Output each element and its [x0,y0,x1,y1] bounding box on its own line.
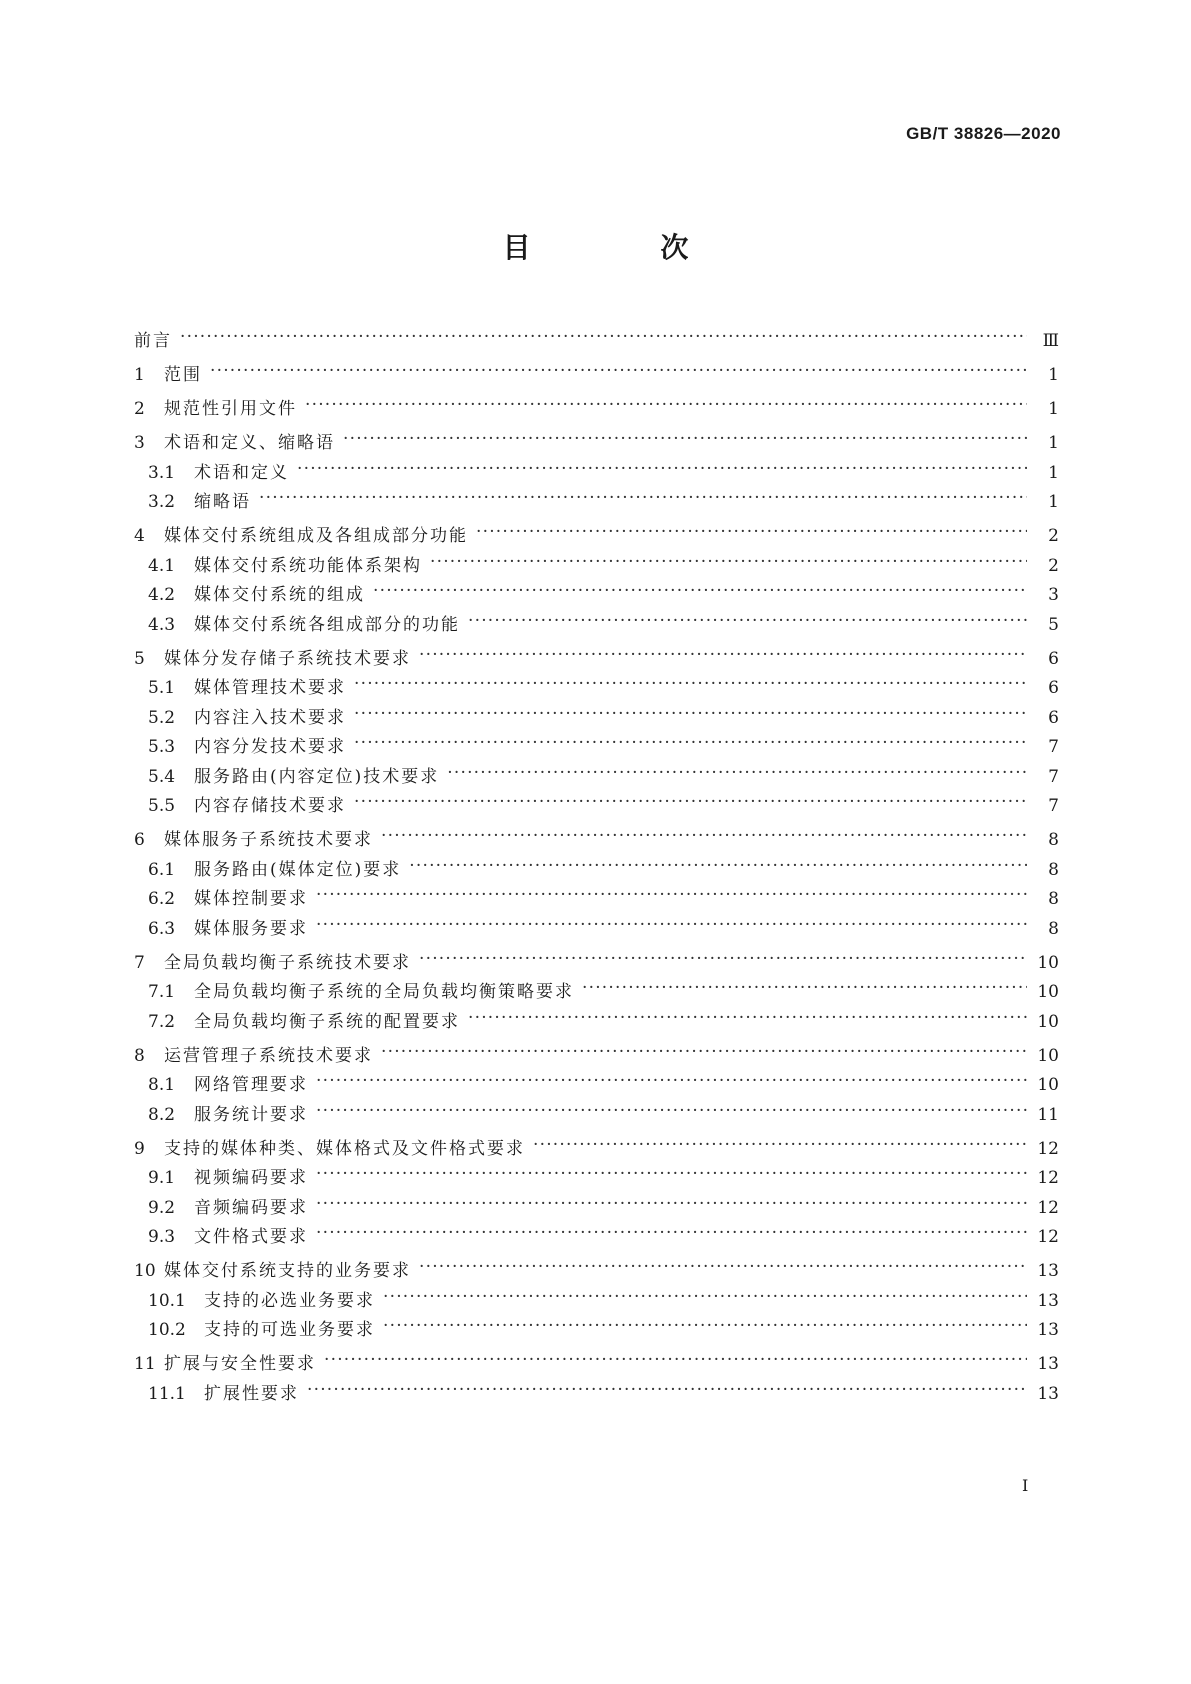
toc-entry-page: 8 [1048,830,1059,850]
toc-dot-leader [307,1382,1027,1399]
toc-entry[interactable] [134,428,1059,453]
toc-entry-number: 7 [134,952,145,973]
toc-entry-number: 6.2 [148,889,176,909]
toc-entry-number: 5.2 [148,707,176,728]
toc-entry-number: 4.2 [148,585,176,605]
toc-entry-number: 4 [134,526,145,546]
toc-entry-number: 8.2 [148,1104,176,1125]
toc-dot-leader [381,1044,1027,1061]
toc-entry-page: 10 [1037,1075,1059,1095]
toc-entry-number: 11.1 [148,1383,186,1404]
toc-dot-leader [354,676,1027,693]
toc-entry[interactable] [134,487,1059,512]
toc-entry[interactable] [134,948,1059,973]
toc-entry-page: 10 [1037,1045,1059,1066]
toc-entry-page: 6 [1048,707,1059,728]
toc-entry-page: 12 [1037,1168,1059,1188]
toc-entry-number: 6 [134,830,145,850]
toc-entry-number: 7.1 [148,982,176,1002]
toc-entry-number: 3.2 [148,492,176,512]
toc-dot-leader [343,431,1027,448]
toc-entry-number: 7.2 [148,1011,176,1032]
toc-entry-page: 7 [1048,766,1059,787]
toc-dot-leader [533,1137,1027,1154]
toc-entry-title: 全局负载均衡子系统的全局负载均衡策略要求 [194,982,574,1002]
toc-entry-title: 媒体交付系统组成及各组成部分功能 [164,526,468,546]
toc-dot-leader [381,828,1027,845]
toc-entry-number: 4.3 [148,614,176,635]
toc-entry-page: 1 [1048,433,1059,453]
toc-dot-leader [582,980,1027,997]
toc-entry[interactable] [134,1007,1059,1032]
toc-entry[interactable] [134,791,1059,816]
toc-entry[interactable] [134,1134,1059,1159]
toc-dot-leader [383,1318,1027,1335]
toc-entry-page: 10 [1037,952,1059,973]
toc-entry-number: 2 [134,399,145,419]
toc-dot-leader [354,706,1027,723]
toc-entry-number: 3 [134,433,145,453]
toc-dot-leader [409,858,1027,875]
toc-entry[interactable] [134,1163,1059,1188]
toc-entry-title: 全局负载均衡子系统的配置要求 [194,1011,460,1032]
toc-entry-title: 媒体交付系统支持的业务要求 [164,1261,411,1281]
toc-entry-number: 5.1 [148,678,176,698]
toc-entry[interactable] [134,1100,1059,1125]
toc-entry-page: 13 [1037,1320,1059,1340]
toc-entry[interactable] [134,1070,1059,1095]
toc-entry[interactable] [134,1041,1059,1066]
toc-entry-page: 10 [1037,982,1059,1002]
toc-entry-title: 扩展与安全性要求 [164,1354,316,1374]
toc-entry-page: 1 [1048,365,1059,385]
toc-entry-page: Ⅲ [1042,331,1059,351]
toc-entry[interactable] [134,326,1059,351]
toc-entry[interactable] [134,551,1059,576]
toc-entry-page: 13 [1037,1383,1059,1404]
toc-entry-title: 媒体交付系统各组成部分的功能 [194,614,460,635]
toc-dot-leader [476,524,1027,541]
toc-dot-leader [316,917,1027,934]
toc-entry-title: 支持的可选业务要求 [204,1320,375,1340]
toc-dot-leader [419,1259,1027,1276]
toc-entry-page: 8 [1048,889,1059,909]
toc-dot-leader [468,1010,1027,1027]
toc-entry-number: 10.1 [148,1290,186,1311]
toc-entry-title: 网络管理要求 [194,1075,308,1095]
toc-entry[interactable] [134,1379,1059,1404]
toc-entry-page: 1 [1048,462,1059,483]
toc-entry[interactable] [134,644,1059,669]
toc-entry[interactable] [134,673,1059,698]
toc-entry-page: 1 [1048,399,1059,419]
toc-entry-number: 1 [134,365,145,385]
toc-entry[interactable] [134,458,1059,483]
toc-entry-number: 8 [134,1045,145,1066]
toc-entry-title: 媒体管理技术要求 [194,678,346,698]
toc-dot-leader [447,765,1027,782]
toc-dot-leader [316,1166,1027,1183]
toc-dot-leader [354,735,1027,752]
toc-entry-page: 11 [1037,1104,1059,1125]
toc-dot-leader [180,329,1027,346]
toc-entry-page: 13 [1037,1354,1059,1374]
toc-entry-page: 13 [1037,1261,1059,1281]
toc-entry[interactable] [134,825,1059,850]
toc-entry-title: 服务路由(内容定位)技术要求 [194,766,440,787]
toc-entry[interactable] [134,360,1059,385]
toc-entry[interactable] [134,762,1059,787]
toc-entry-page: 6 [1048,678,1059,698]
toc-entry-title: 文件格式要求 [194,1227,308,1247]
toc-entry-title: 视频编码要求 [194,1168,308,1188]
toc-entry-number: 11 [134,1354,156,1374]
toc-entry[interactable] [134,703,1059,728]
toc-entry[interactable] [134,914,1059,939]
toc-dot-leader [373,583,1027,600]
toc-entry-title: 媒体交付系统功能体系架构 [194,555,422,576]
page-title: 目 次 [502,231,749,264]
toc-dot-leader [383,1289,1027,1306]
toc-entry-page: 6 [1048,648,1059,669]
toc-entry-number: 5.4 [148,766,176,787]
toc-entry[interactable] [134,394,1059,419]
standard-code: GB/T 38826—2020 [906,124,1061,143]
toc-entry-number: 5 [134,648,145,669]
toc-entry-page: 2 [1048,555,1059,576]
toc-dot-leader [419,647,1027,664]
toc-entry-title: 缩略语 [194,492,251,512]
toc-entry-title: 支持的媒体种类、媒体格式及文件格式要求 [164,1138,525,1159]
toc-entry-title: 内容存储技术要求 [194,796,346,816]
toc-dot-leader [468,613,1027,630]
toc-entry-title: 运营管理子系统技术要求 [164,1045,373,1066]
toc-entry-title: 服务统计要求 [194,1104,308,1125]
toc-entry-title: 媒体交付系统的组成 [194,585,365,605]
toc-entry-page: 1 [1048,492,1059,512]
toc-entry[interactable] [134,1222,1059,1247]
toc-entry-number: 5.3 [148,737,176,757]
toc-entry-number: 6.3 [148,918,176,939]
toc-dot-leader [430,554,1027,571]
toc-entry-number: 10.2 [148,1320,186,1340]
toc-dot-leader [259,490,1027,507]
toc-entry-title: 内容分发技术要求 [194,737,346,757]
toc-entry-title: 前言 [134,331,172,351]
toc-entry-number: 9.3 [148,1227,176,1247]
toc-entry-page: 13 [1037,1290,1059,1311]
toc-entry-title: 全局负载均衡子系统技术要求 [164,952,411,973]
toc-entry[interactable] [134,1349,1059,1374]
toc-entry-number: 5.5 [148,796,176,816]
toc-dot-leader [316,1225,1027,1242]
toc-entry-page: 5 [1048,614,1059,635]
toc-dot-leader [316,887,1027,904]
toc-dot-leader [316,1196,1027,1213]
toc-entry[interactable] [134,580,1059,605]
toc-entry[interactable] [134,521,1059,546]
toc-entry-number: 9.2 [148,1197,176,1218]
toc-entry[interactable] [134,1193,1059,1218]
toc-entry-number: 9 [134,1138,145,1159]
toc-entry-page: 12 [1037,1197,1059,1218]
toc-entry-title: 音频编码要求 [194,1197,308,1218]
toc-dot-leader [316,1073,1027,1090]
toc-entry-title: 扩展性要求 [204,1383,299,1404]
toc-dot-leader [419,951,1027,968]
toc-entry[interactable] [134,732,1059,757]
toc-entry-title: 媒体服务子系统技术要求 [164,830,373,850]
toc-dot-leader [324,1352,1027,1369]
toc-entry-number: 9.1 [148,1168,176,1188]
toc-entry[interactable] [134,610,1059,635]
toc-entry-title: 范围 [164,365,202,385]
toc-entry-title: 规范性引用文件 [164,399,297,419]
toc-entry-page: 7 [1048,737,1059,757]
toc-entry[interactable] [134,1286,1059,1311]
toc-entry-title: 支持的必选业务要求 [204,1290,375,1311]
toc-entry-page: 8 [1048,918,1059,939]
toc-dot-leader [316,1103,1027,1120]
toc-entry-title: 内容注入技术要求 [194,707,346,728]
toc-entry-page: 7 [1048,796,1059,816]
toc-entry-title: 媒体分发存储子系统技术要求 [164,648,411,669]
toc-entry-title: 术语和定义、缩略语 [164,433,335,453]
toc-entry-title: 服务路由(媒体定位)要求 [194,859,402,880]
toc-entry-number: 10 [134,1261,156,1281]
toc-dot-leader [297,461,1027,478]
toc-entry-page: 12 [1037,1138,1059,1159]
toc-entry-number: 6.1 [148,859,176,880]
toc-dot-leader [354,794,1027,811]
toc-dot-leader [305,397,1027,414]
toc-entry-page: 2 [1048,526,1059,546]
toc-entry-page: 10 [1037,1011,1059,1032]
toc-entry-page: 12 [1037,1227,1059,1247]
toc-entry[interactable] [134,884,1059,909]
toc-entry[interactable] [134,1315,1059,1340]
toc-entry[interactable] [134,1256,1059,1281]
toc-entry[interactable] [134,855,1059,880]
toc-entry-page: 8 [1048,859,1059,880]
toc-entry-number: 4.1 [148,555,176,576]
toc-entry-title: 媒体控制要求 [194,889,308,909]
toc-entry[interactable] [134,977,1059,1002]
page-number: I [1022,1476,1029,1495]
toc-entry-title: 术语和定义 [194,462,289,483]
toc-entry-title: 媒体服务要求 [194,918,308,939]
toc-dot-leader [210,363,1027,380]
toc-entry-number: 8.1 [148,1075,176,1095]
toc-entry-number: 3.1 [148,462,176,483]
toc-entry-page: 3 [1048,585,1059,605]
